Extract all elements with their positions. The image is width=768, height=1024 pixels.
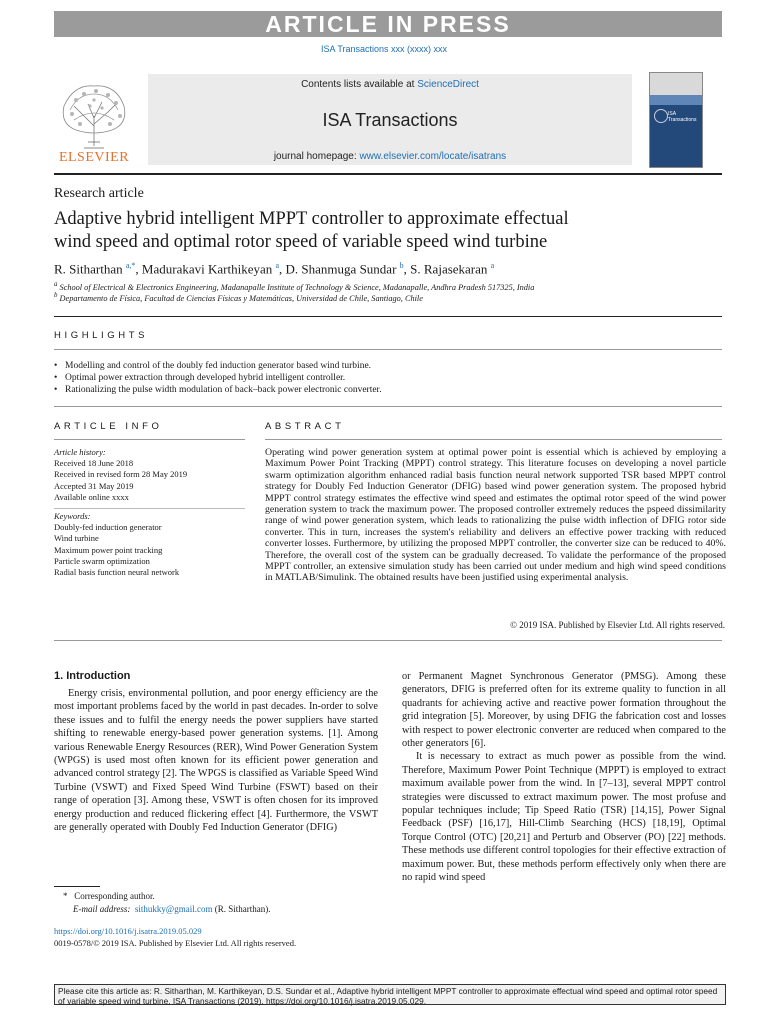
- affiliation-b: [54, 292, 423, 303]
- article-info-heading: ARTICLE INFO: [54, 421, 163, 432]
- affiliation-mark: a: [54, 281, 58, 288]
- article-history-label: Article history:: [54, 447, 106, 457]
- abstract-divider: [265, 439, 722, 440]
- author-email-link[interactable]: sithukky@gmail.com: [134, 904, 213, 914]
- journal-homepage-line: [148, 151, 632, 162]
- highlight-item: • Rationalizing the pulse width modulation of back–back power electronic converter.: [54, 384, 714, 396]
- author-affiliation-mark[interactable]: a: [490, 261, 495, 270]
- history-entry: Accepted 31 May 2019: [54, 480, 134, 491]
- article-title-line-2: wind speed and optimal rotor speed of variable speed wind turbine: [54, 232, 548, 252]
- author-name[interactable]: D. Shanmuga Sundar: [285, 261, 397, 277]
- sciencedirect-link[interactable]: ScienceDirect: [417, 79, 479, 90]
- article-info-divider: [54, 439, 245, 440]
- article-in-press-banner: ARTICLE IN PRESS: [54, 11, 722, 37]
- journal-cover-thumbnail: [649, 72, 703, 168]
- body-paragraph: It is necessary to extract as much power as possible from the wind. Therefore, Maximum Power Point Technique (MPPT) is employed to extract maximum available power from the wind. In [7–13], several MPPT control strategies were discussed to extract maximum power. The most profuse and popular techniques include; Tip Speed Ratio (TSR) [14,15], Power Signal Feedback (PSF) [16,17], Hill-Climb Searching (HCS) [18,19], Optimal Torque Control (OTC) [20,21] and Perturb and Observer (PO) [22] methods. These methods use different control topologies for their effective extraction of maximum power. But, these methods perform effectively only when there are no rapid wind speed: [402, 751, 726, 884]
- publisher-wordmark: ELSEVIER: [58, 150, 130, 165]
- cover-accent-band: [650, 95, 702, 105]
- history-entry: Received in revised form 28 May 2019: [54, 469, 188, 480]
- history-entry: Received 18 June 2018: [54, 458, 134, 468]
- journal-title: ISA Transactions: [322, 110, 458, 130]
- article-title-line-1: Adaptive hybrid intelligent MPPT controller to approximate effectual: [54, 209, 569, 229]
- body-column-right: [402, 670, 726, 885]
- corresponding-author-text: Corresponding author.: [74, 891, 155, 901]
- highlight-item: • Optimal power extraction through developed hybrid intelligent controller.: [54, 372, 714, 384]
- history-entry: Available online xxxx: [54, 491, 129, 502]
- highlights-divider: [54, 349, 722, 350]
- abstract-copyright: © 2019 ISA. Published by Elsevier Ltd. All rights reserved.: [510, 620, 725, 630]
- email-owner: (R. Sitharthan).: [214, 904, 271, 914]
- footnote-mark: *: [63, 891, 68, 901]
- keyword: Radial basis function neural network: [54, 567, 180, 578]
- corresponding-author-note: [63, 891, 155, 901]
- keyword: Particle swarm optimization: [54, 555, 150, 566]
- body-paragraph: Energy crisis, environmental pollution, and poor energy efficiency are the most important problems faced by the world in past decades. In-order to solve these issues and to fulfil the energy needs the power suppliers have started shifting to renewable energy-based power generation systems. [1]. Among various Renewable Energy Resources (RER), Wind Power Generation System (WPGS) is used most often known for its efficient power generation and advanced control strategy [2]. The WPGS is classified as Variable Speed Wind Turbine (VSWT) and Fixed Speed Wind Turbine (FSWT) based on their range of operation [3]. Among these, VSWT is often chosen for its improved energy production and reduced flickering effect [4]. Furthermore, the VSWT are generally operated with Doubly Fed Induction Generator (DFIG): [54, 688, 378, 834]
- affiliation-a: [54, 281, 534, 292]
- keywords-divider: [54, 508, 245, 509]
- author-affiliation-mark[interactable]: a,*: [125, 261, 136, 270]
- author-affiliation-mark[interactable]: a: [275, 261, 280, 270]
- highlights-heading: HIGHLIGHTS: [54, 330, 149, 341]
- keywords-label: Keywords:: [54, 511, 91, 521]
- header-divider: [54, 173, 722, 175]
- journal-homepage-link[interactable]: www.elsevier.com/locate/isatrans: [359, 151, 507, 162]
- abstract-heading: ABSTRACT: [265, 421, 345, 432]
- contents-prefix: Contents lists available at: [301, 79, 418, 90]
- highlight-item: • Modelling and control of the doubly fed induction generator based wind turbine.: [54, 360, 714, 372]
- footnote-divider: [54, 886, 100, 887]
- citation-notice-box: Please cite this article as: R. Sitharthan, M. Karthikeyan, D.S. Sundar et al., Adaptive hybrid intelligent MPPT controller to approximate effectual wind speed and optimal rotor speed of variable speed wind turbine. ISA Transactions (2019), https://doi.org/10.1016/j.isatra.2019.05.029.: [54, 984, 726, 1005]
- highlights-bottom-divider: [54, 406, 722, 407]
- keyword: Maximum power point tracking: [54, 544, 163, 555]
- abstract-bottom-divider: [54, 640, 722, 641]
- author-name[interactable]: S. Rajasekaran: [410, 261, 488, 277]
- email-label: E-mail address:: [73, 904, 131, 914]
- contents-availability-line: [148, 79, 632, 90]
- keyword: Wind turbine: [54, 533, 99, 544]
- email-note: [73, 904, 270, 914]
- keywords-list: [54, 522, 179, 578]
- title-divider: [54, 316, 722, 317]
- affiliation-mark: b: [54, 292, 58, 299]
- article-history: [54, 458, 187, 503]
- cover-title: ISA Transactions: [668, 111, 697, 123]
- article-type: Research article: [54, 186, 144, 201]
- body-column-left: [54, 687, 378, 834]
- highlights-list: [54, 360, 714, 396]
- affiliation-text: School of Electrical & Electronics Engineering, Madanapalle Institute of Technology & Science, Madanapalle, Andhra Pradesh 517325, India: [59, 282, 535, 292]
- author-affiliation-mark[interactable]: b: [399, 261, 404, 270]
- author-name[interactable]: Madurakavi Karthikeyan: [141, 261, 273, 277]
- issn-copyright-line: 0019-0578/© 2019 ISA. Published by Elsevier Ltd. All rights reserved.: [54, 938, 297, 948]
- article-title: [54, 208, 714, 254]
- journal-reference-link[interactable]: ISA Transactions xxx (xxxx) xxx: [320, 44, 448, 54]
- keyword: Doubly-fed induction generator: [54, 522, 162, 532]
- body-paragraph: or Permanent Magnet Synchronous Generator (PMSG). Among these generators, DFIG is preferred often for its extreme quality to function in all quadrants for achieving active and reactive power formation throughout the grid integration [5]. Moreover, by using DFIG the fabrication cost and losses with respect to power electronic converter are reduced when compared to the other generators [6].: [402, 671, 726, 750]
- author-name[interactable]: R. Sitharthan: [54, 261, 123, 277]
- cover-top-band: [650, 73, 702, 95]
- homepage-prefix: journal homepage:: [273, 151, 360, 162]
- section-heading-introduction: 1. Introduction: [54, 670, 131, 682]
- doi-link[interactable]: https://doi.org/10.1016/j.isatra.2019.05.029: [54, 926, 202, 936]
- affiliation-text: Departamento de Física, Facultad de Ciencias Físicas y Matemáticas, Universidad de Chile, Santiago, Chile: [59, 293, 423, 303]
- cover-emblem-icon: [654, 109, 668, 123]
- abstract-text: Operating wind power generation system at optimal power point is essential which is achieved by employing a Maximum Power Point Tracking (MPPT) control strategy. This literature focuses on developing a novel particle swarm optimization algorithm enhanced radial basis function neural network supported TSR based MPPT control strategy for Doubly Fed Induction Generator (DFIG) based wind power generation system. The proposed hybrid MPPT control strategy estimates the effective wind speed and estimates the optimal rotor speed of the wind power generation system to track the maximum power. The proposed controller extremely reduces the pspeed dissimilarity range of wind power generation system, which leads to rationalizing the pulse width inflection of DFIG rotor side converter. This in turn, increases the system's reliability and delivers an effective power tracking with reduced converter losses. Furthermore, by utilizing the proposed MPPT controller, the converter size can be reduced to 40%. Therefore, the overall cost of the system can be gradually decreased. To validate the performance of the proposed MPPT controller, an extensive simulation study has been carried out under medium and high wind speed conditions in MATLAB/Simulink. The obtained results have been justified using experimental analysis.: [265, 447, 726, 584]
- author-list: R. Sitharthan $^{a,*}$, Madurakavi Karthikeyan $^a$, D. Shanmuga Sundar $^b$, S. Rajasekaran $^a$: [54, 261, 495, 277]
